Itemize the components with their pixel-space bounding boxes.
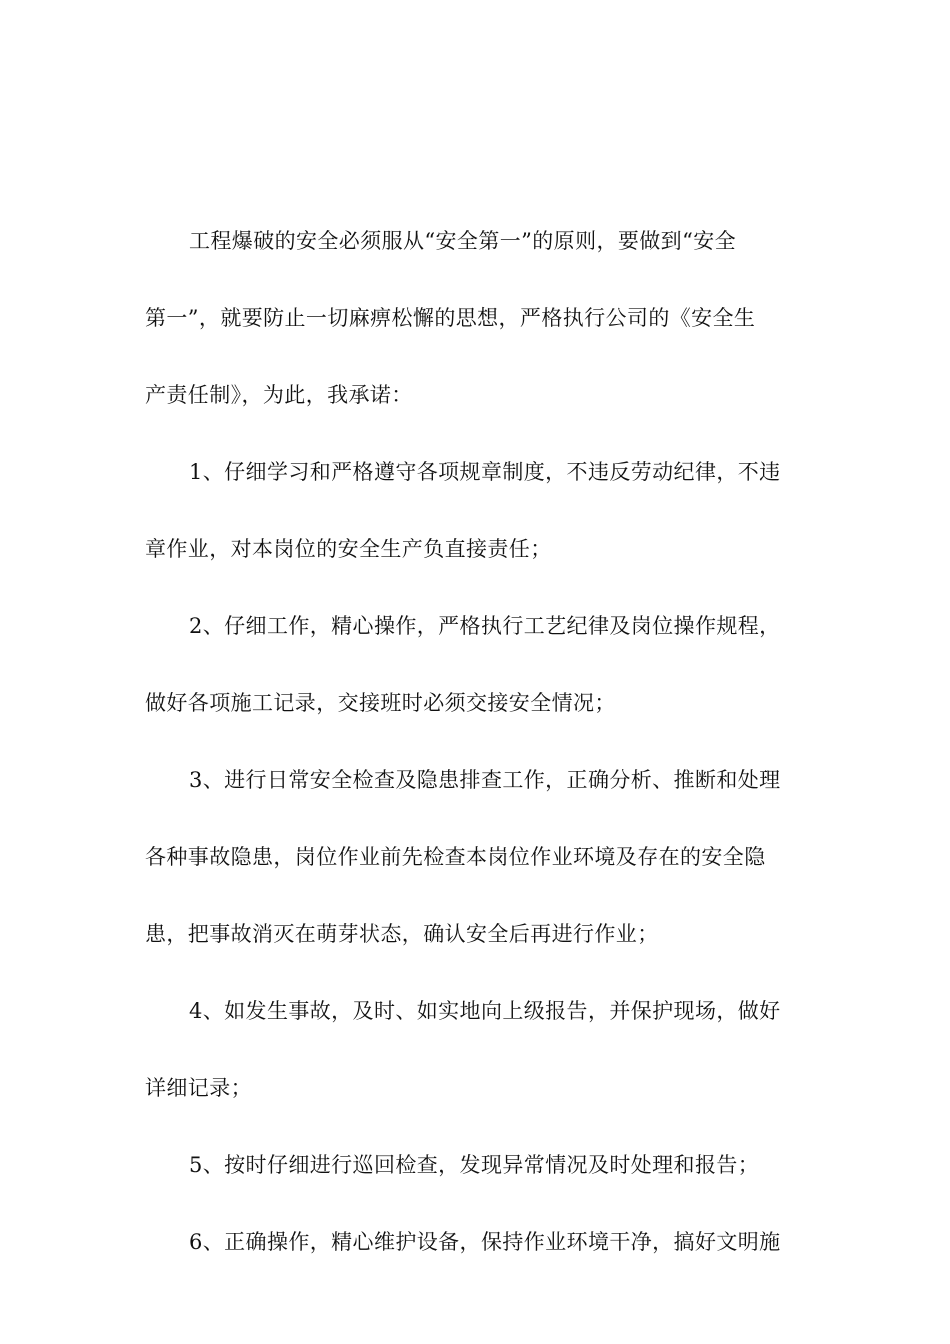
text-line: 2、仔细工作，精心操作，严格执行工艺纪律及岗位操作规程， <box>189 614 781 638</box>
text-line: 章作业，对本岗位的安全生产负直接责任； <box>145 537 552 561</box>
text-line: 5、按时仔细进行巡回检查，发现异常情况及时处理和报告； <box>189 1153 760 1177</box>
text-line: 患，把事故消灭在萌芽状态，确认安全后再进行作业； <box>145 922 659 946</box>
text-line: 工程爆破的安全必须服从“安全第一”的原则，要做到“安全 <box>189 229 737 253</box>
text-line: 产责任制》，为此，我承诺： <box>145 383 413 407</box>
text-line: 6、正确操作，精心维护设备，保持作业环境干净，搞好文明施 <box>189 1230 781 1254</box>
text-line: 详细记录； <box>145 1076 252 1100</box>
text-line: 第一”，就要防止一切麻痹松懈的思想，严格执行公司的《安全生 <box>145 306 756 330</box>
text-line: 4、如发生事故，及时、如实地向上级报告，并保护现场，做好 <box>189 999 781 1023</box>
text-line: 做好各项施工记录，交接班时必须交接安全情况； <box>145 691 616 715</box>
document-body <box>145 203 805 1281</box>
text-line: 各种事故隐患，岗位作业前先检查本岗位作业环境及存在的安全隐 <box>145 845 766 869</box>
text-line: 3、进行日常安全检查及隐患排查工作，正确分析、推断和处理 <box>189 768 781 792</box>
text-line: 1、仔细学习和严格遵守各项规章制度，不违反劳动纪律，不违 <box>189 460 781 484</box>
